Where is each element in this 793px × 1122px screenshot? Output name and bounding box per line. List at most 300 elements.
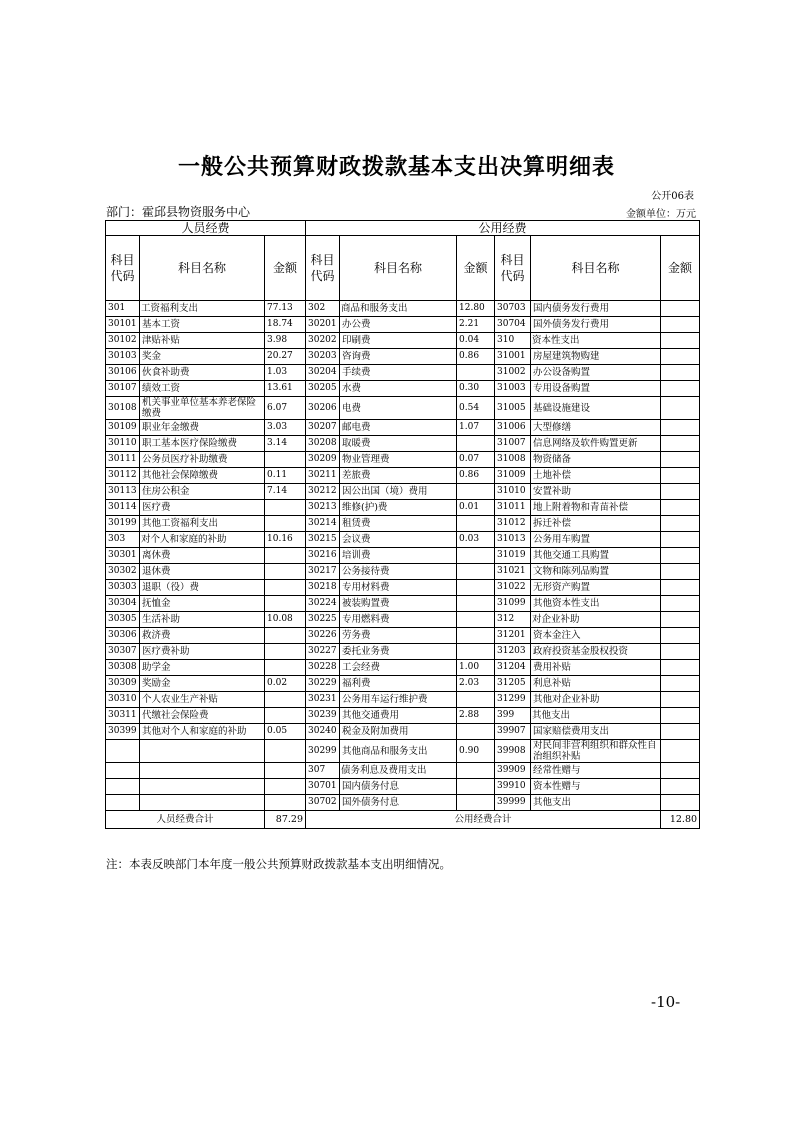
subject-code: 30305 [106,612,140,628]
subject-code: 30701 [306,779,340,795]
subject-code: 30302 [106,564,140,580]
subject-name: 费用补贴 [531,660,661,676]
table-row [106,740,700,763]
subject-code: 30208 [306,436,340,452]
amount [265,500,306,516]
subject-code: 30203 [306,349,340,365]
amount [661,779,700,795]
table-row [106,580,700,596]
amount [661,301,700,317]
amount [661,381,700,397]
subject-name: 资本金注入 [531,628,661,644]
table-row [106,660,700,676]
amount: 0.30 [457,381,495,397]
subject-code: 30224 [306,596,340,612]
subject-code: 31021 [495,564,531,580]
subject-code: 30207 [306,420,340,436]
subject-code: 30114 [106,500,140,516]
amount [661,333,700,349]
subject-name: 信息网络及软件购置更新 [531,436,661,452]
subject-name: 国家赔偿费用支出 [531,724,661,740]
subject-code: 30205 [306,381,340,397]
table-row [106,676,700,692]
page-number: -10- [651,993,681,1011]
subject-code: 30101 [106,317,140,333]
amount [457,484,495,500]
subject-code: 302 [306,301,340,317]
amount [265,740,306,763]
subject-name: 专用材料费 [340,580,457,596]
column-header-row [106,236,700,301]
subject-code: 30199 [106,516,140,532]
subject-name: 公务用车运行维护费 [340,692,457,708]
subject-name: 机关事业单位基本养老保险缴费 [140,397,265,420]
subject-name: 住房公积金 [140,484,265,500]
subject-name: 绩效工资 [140,381,265,397]
subject-name: 离休费 [140,548,265,564]
subject-code: 30209 [306,452,340,468]
subject-code: 39910 [495,779,531,795]
subject-name: 其他资本性支出 [531,596,661,612]
subject-code: 30310 [106,692,140,708]
subject-name: 委托业务费 [340,644,457,660]
amount: 7.14 [265,484,306,500]
subject-name: 奖金 [140,349,265,365]
subject-code: 30225 [306,612,340,628]
personnel-group-header: 人员经费 [106,221,306,236]
subject-code: 31099 [495,596,531,612]
subject-code: 30228 [306,660,340,676]
subject-name: 专用燃料费 [340,612,457,628]
subject-code: 30206 [306,397,340,420]
amount [457,596,495,612]
amount [661,763,700,779]
personnel-total-value: 87.29 [265,811,306,829]
subject-name: 维修(护)费 [340,500,457,516]
subject-name: 办公费 [340,317,457,333]
subject-name [140,763,265,779]
table-row [106,317,700,333]
subject-code: 30102 [106,333,140,349]
subject-name: 工会经费 [340,660,457,676]
subject-name: 债务利息及费用支出 [340,763,457,779]
amount [661,452,700,468]
amount [661,420,700,436]
table-row [106,795,700,811]
subject-code: 30108 [106,397,140,420]
subject-name: 其他交通费用 [340,708,457,724]
table-row [106,349,700,365]
subject-name: 邮电费 [340,420,457,436]
subject-name [140,779,265,795]
amount [661,612,700,628]
subject-code: 31007 [495,436,531,452]
amount [265,660,306,676]
department-label: 部门：霍邱县物资服务中心 [106,205,251,219]
subject-code: 30308 [106,660,140,676]
amount [661,397,700,420]
table-row [106,612,700,628]
subject-name: 其他对企业补助 [531,692,661,708]
subject-name: 公务员医疗补助缴费 [140,452,265,468]
table-row [106,333,700,349]
subject-name: 基本工资 [140,317,265,333]
subject-name: 国内债务付息 [340,779,457,795]
subject-name: 救济费 [140,628,265,644]
subject-name: 退休费 [140,564,265,580]
amount [661,468,700,484]
amount [661,548,700,564]
amount [457,612,495,628]
amount: 0.54 [457,397,495,420]
subject-code: 30399 [106,724,140,740]
subject-name: 其他工资福利支出 [140,516,265,532]
subject-name: 地上附着物和青苗补偿 [531,500,661,516]
subject-code: 30216 [306,548,340,564]
subject-name: 土地补偿 [531,468,661,484]
subject-name: 国外债务付息 [340,795,457,811]
subject-name: 助学金 [140,660,265,676]
subject-name: 抚恤金 [140,596,265,612]
header-name: 科目名称 [531,236,661,301]
table-row [106,532,700,548]
subject-name [140,795,265,811]
subject-name: 会议费 [340,532,457,548]
subject-name: 税金及附加费用 [340,724,457,740]
amount [265,628,306,644]
subject-code: 31013 [495,532,531,548]
subject-code: 31203 [495,644,531,660]
subject-name: 国内债务发行费用 [531,301,661,317]
subject-code [106,795,140,811]
subject-code [106,740,140,763]
subject-name: 退职（役）费 [140,580,265,596]
subject-name: 专用设备购置 [531,381,661,397]
table-row [106,436,700,452]
subject-code: 31011 [495,500,531,516]
subject-code: 31019 [495,548,531,564]
subject-name: 文物和陈列品购置 [531,564,661,580]
amount [661,596,700,612]
amount [661,708,700,724]
amount [661,484,700,500]
amount [661,740,700,763]
amount [661,365,700,381]
amount: 0.86 [457,349,495,365]
header-code: 科目代码 [106,236,140,301]
table-row [106,516,700,532]
subject-name: 物业管理费 [340,452,457,468]
amount [265,516,306,532]
subject-name: 拆迁补偿 [531,516,661,532]
subject-name: 其他社会保障缴费 [140,468,265,484]
subject-code: 310 [495,333,531,349]
subject-code: 39908 [495,740,531,763]
amount [265,452,306,468]
table-row [106,628,700,644]
subject-code: 30106 [106,365,140,381]
subject-code: 30213 [306,500,340,516]
table-row [106,724,700,740]
subject-code: 30311 [106,708,140,724]
subject-name: 劳务费 [340,628,457,644]
subject-code: 307 [306,763,340,779]
subject-name: 取暖费 [340,436,457,452]
header-amount: 金额 [265,236,306,301]
subject-name: 福利费 [340,676,457,692]
subject-name: 安置补助 [531,484,661,500]
amount: 10.16 [265,532,306,548]
subject-code: 31010 [495,484,531,500]
amount: 0.86 [457,468,495,484]
subject-name: 基础设施建设 [531,397,661,420]
subject-name: 差旅费 [340,468,457,484]
subject-code: 31006 [495,420,531,436]
amount [457,795,495,811]
group-header-row [106,221,700,236]
subject-name: 咨询费 [340,349,457,365]
amount [661,644,700,660]
subject-code: 30113 [106,484,140,500]
subject-code: 31003 [495,381,531,397]
subject-code: 399 [495,708,531,724]
header-name: 科目名称 [340,236,457,301]
amount [265,564,306,580]
subject-code: 30112 [106,468,140,484]
amount [661,724,700,740]
amount: 2.88 [457,708,495,724]
amount: 3.98 [265,333,306,349]
subject-name: 培训费 [340,548,457,564]
subject-name: 因公出国（境）费用 [340,484,457,500]
amount [661,676,700,692]
subject-name: 印刷费 [340,333,457,349]
subject-name: 奖励金 [140,676,265,692]
amount: 2.03 [457,676,495,692]
amount [661,580,700,596]
amount [661,660,700,676]
table-row [106,692,700,708]
personnel-total-label: 人员经费合计 [106,811,265,829]
amount: 1.03 [265,365,306,381]
table-row [106,452,700,468]
subject-code: 30702 [306,795,340,811]
subject-name: 资本性赠与 [531,779,661,795]
amount [661,516,700,532]
subject-name: 房屋建筑物购建 [531,349,661,365]
table-row [106,708,700,724]
table-row [106,500,700,516]
subject-name: 其他对个人和家庭的补助 [140,724,265,740]
amount [457,548,495,564]
amount: 20.27 [265,349,306,365]
subject-code: 31009 [495,468,531,484]
amount: 0.01 [457,500,495,516]
subject-name: 医疗费 [140,500,265,516]
subject-code: 303 [106,532,140,548]
amount [265,763,306,779]
subject-code: 30304 [106,596,140,612]
table-row [106,484,700,500]
subject-code: 30231 [306,692,340,708]
subject-code: 39999 [495,795,531,811]
amount [265,779,306,795]
subject-name: 生活补助 [140,612,265,628]
subject-code: 30201 [306,317,340,333]
amount [265,548,306,564]
subject-name: 办公设备购置 [531,365,661,381]
subject-name: 职工基本医疗保险缴费 [140,436,265,452]
subject-code: 30303 [106,580,140,596]
subject-code: 312 [495,612,531,628]
table-row [106,644,700,660]
subject-code: 30204 [306,365,340,381]
subject-name: 手续费 [340,365,457,381]
subject-name: 工资福利支出 [140,301,265,317]
subject-name: 职业年金缴费 [140,420,265,436]
header-code: 科目代码 [306,236,340,301]
subject-code: 30111 [106,452,140,468]
subject-code: 30299 [306,740,340,763]
subject-name: 商品和服务支出 [340,301,457,317]
subject-code: 30704 [495,317,531,333]
amount [457,779,495,795]
subject-name: 公务用车购置 [531,532,661,548]
public-total-label: 公用经费合计 [306,811,661,829]
table-row [106,381,700,397]
header-code: 科目代码 [495,236,531,301]
subject-code: 30703 [495,301,531,317]
subject-code: 30309 [106,676,140,692]
table-row [106,763,700,779]
table-note: 注：本表反映部门本年度一般公共预算财政拨款基本支出明细情况。 [106,857,451,871]
amount: 12.80 [457,301,495,317]
subject-name: 伙食补助费 [140,365,265,381]
amount: 3.14 [265,436,306,452]
subject-name: 其他支出 [531,708,661,724]
amount: 1.00 [457,660,495,676]
subject-code: 31022 [495,580,531,596]
subject-name [140,740,265,763]
subject-code: 31012 [495,516,531,532]
subject-code: 30306 [106,628,140,644]
subject-code: 39907 [495,724,531,740]
table-row [106,468,700,484]
subject-code: 30202 [306,333,340,349]
amount: 0.03 [457,532,495,548]
subject-name: 经常性赠与 [531,763,661,779]
subject-code: 30107 [106,381,140,397]
subject-code: 30229 [306,676,340,692]
amount [457,644,495,660]
subject-name: 大型修缮 [531,420,661,436]
subject-name: 国外债务发行费用 [531,317,661,333]
amount-unit-label: 金额单位：万元 [626,209,696,220]
amount: 0.90 [457,740,495,763]
amount [265,795,306,811]
subject-code: 30214 [306,516,340,532]
amount: 6.07 [265,397,306,420]
amount: 0.07 [457,452,495,468]
table-row [106,564,700,580]
subject-name: 公务接待费 [340,564,457,580]
amount [457,580,495,596]
amount [265,596,306,612]
amount [457,763,495,779]
amount: 0.11 [265,468,306,484]
amount: 10.08 [265,612,306,628]
subject-code: 30240 [306,724,340,740]
amount [457,516,495,532]
subject-code: 30301 [106,548,140,564]
table-row [106,548,700,564]
amount: 0.05 [265,724,306,740]
table-row [106,365,700,381]
amount [265,692,306,708]
amount: 18.74 [265,317,306,333]
subject-name: 对民间非营利组织和群众性自治组织补贴 [531,740,661,763]
subject-code: 30227 [306,644,340,660]
subject-name: 无形资产购置 [531,580,661,596]
subject-code: 31001 [495,349,531,365]
subject-code: 30217 [306,564,340,580]
amount [457,724,495,740]
amount [661,532,700,548]
subject-name: 被装购置费 [340,596,457,612]
subject-code: 30103 [106,349,140,365]
table-number: 公开06表 [651,191,694,202]
subject-name: 资本性支出 [531,333,661,349]
subject-name: 个人农业生产补贴 [140,692,265,708]
subject-code: 30212 [306,484,340,500]
page-title: 一般公共预算财政拨款基本支出决算明细表 [177,155,615,180]
amount: 13.61 [265,381,306,397]
amount [265,708,306,724]
amount [457,692,495,708]
subject-name: 其他商品和服务支出 [340,740,457,763]
totals-row [106,811,700,829]
public-group-header: 公用经费 [306,221,700,236]
subject-name: 水费 [340,381,457,397]
subject-code: 30226 [306,628,340,644]
subject-code: 30110 [106,436,140,452]
expenditure-detail-table [105,220,700,829]
subject-code: 31008 [495,452,531,468]
amount: 3.03 [265,420,306,436]
subject-code: 31299 [495,692,531,708]
subject-code: 30215 [306,532,340,548]
subject-code: 31005 [495,397,531,420]
subject-code: 30109 [106,420,140,436]
subject-name: 代缴社会保险费 [140,708,265,724]
subject-name: 津贴补贴 [140,333,265,349]
subject-name: 利息补贴 [531,676,661,692]
subject-code: 30307 [106,644,140,660]
amount [457,628,495,644]
amount [661,564,700,580]
amount [661,692,700,708]
subject-name: 电费 [340,397,457,420]
amount [661,349,700,365]
amount: 1.07 [457,420,495,436]
header-amount: 金额 [457,236,495,301]
amount [457,436,495,452]
amount: 2.21 [457,317,495,333]
subject-name: 租赁费 [340,516,457,532]
table-row [106,301,700,317]
subject-name: 医疗费补助 [140,644,265,660]
table-row [106,779,700,795]
